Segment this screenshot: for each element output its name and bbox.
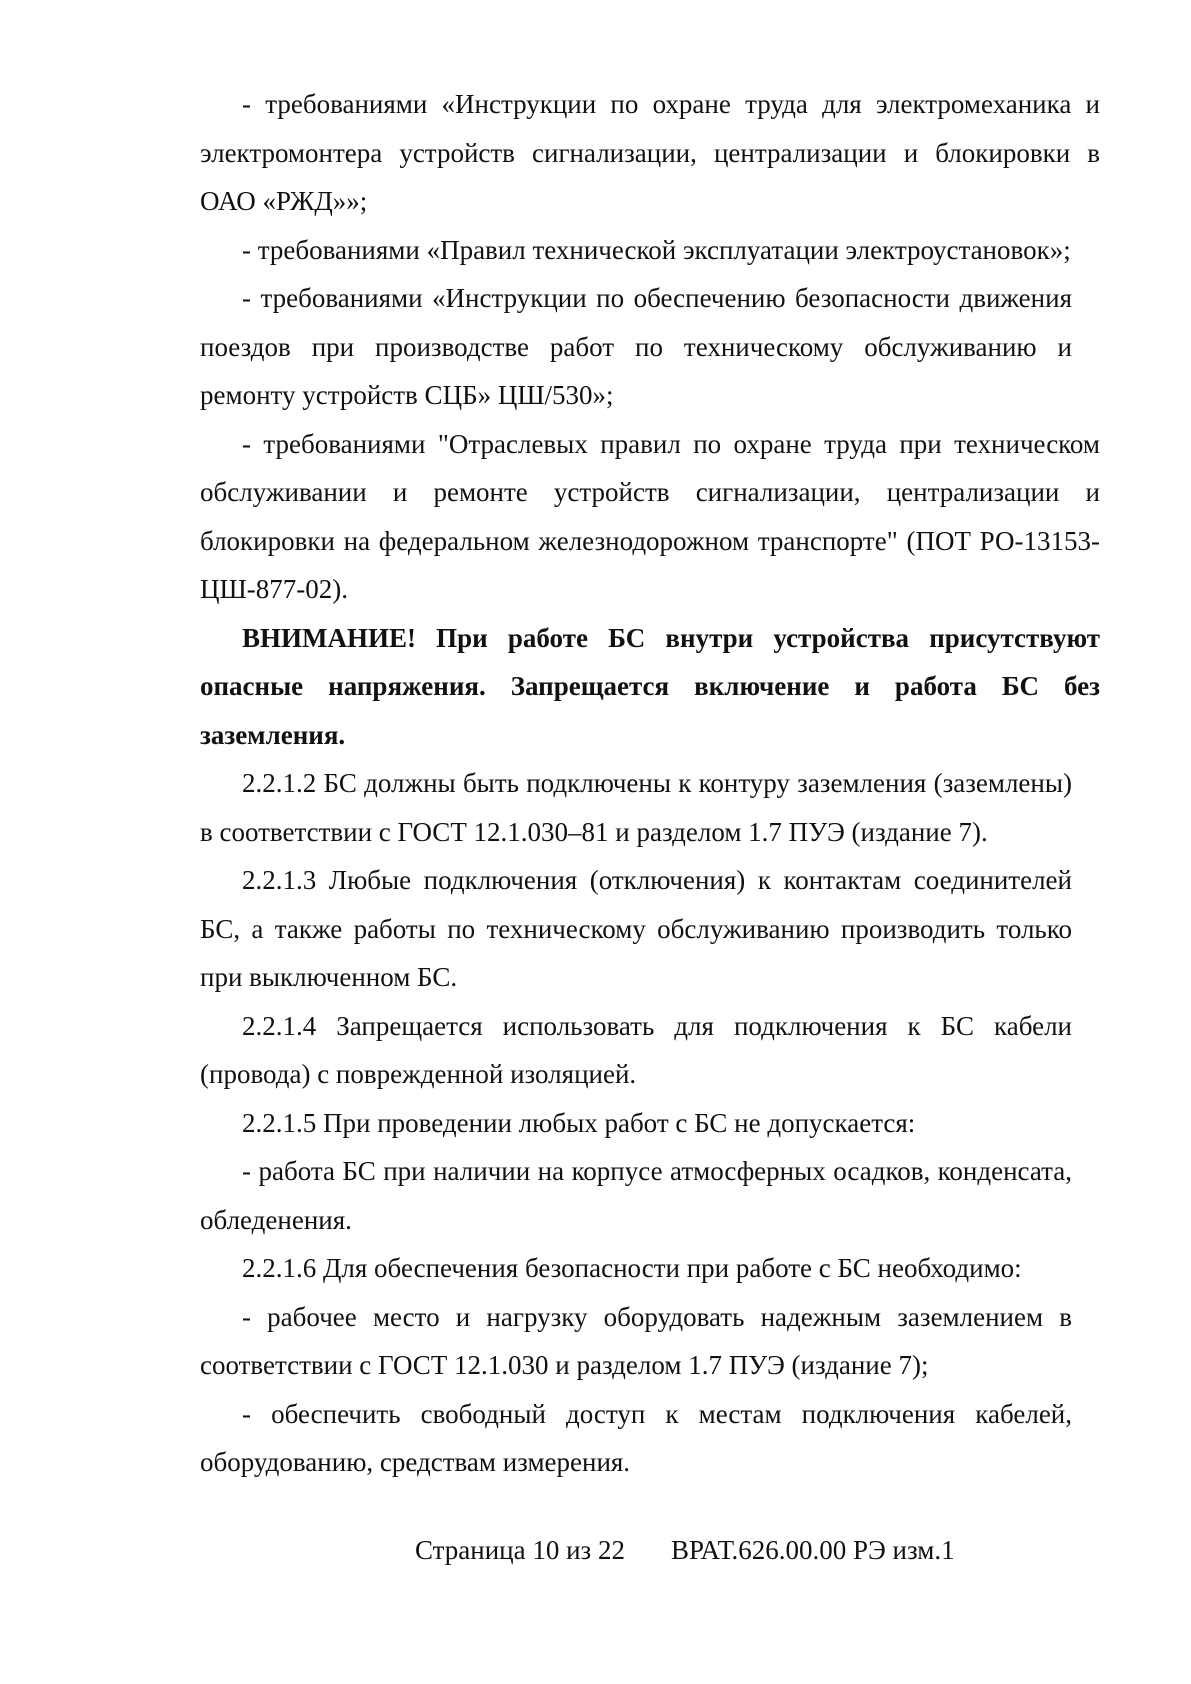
paragraph-2-2-1-2: 2.2.1.2 БС должны быть подключены к контуру заземления (заземлены) в соответствии с ГОСТ 12.1.030–81 и разделом 1.7 ПУЭ (издание 7). [200, 768, 1072, 847]
paragraph-train-safety-instruction: - требованиями «Инструкции по обеспечению безопасности движения поездов при производстве работ по техническому обслуживанию и ремонту устройств СЦБ» ЦШ/530»; [200, 283, 1072, 410]
paragraph-2-2-1-5: 2.2.1.5 При проведении любых работ с БС не допускается: [242, 1107, 916, 1138]
warning-paragraph: ВНИМАНИЕ! При работе БС внутри устройства присутствуют опасные напряжения. Запрещается включение и работа БС без заземления. [200, 622, 1100, 750]
paragraph-no-precipitation: - работа БС при наличии на корпусе атмосферных осадков, конденсата, обледенения. [200, 1156, 1072, 1235]
paragraph-2-2-1-3: 2.2.1.3 Любые подключения (отключения) к контактам соединителей БС, а также работы по техническому обслуживанию производить только при выключенном БС. [200, 865, 1072, 992]
paragraph-instruction-labor-safety: - требованиями «Инструкции по охране труда для электромеханика и электромонтера устройств сигнализации, централизации и блокировки в ОАО «РЖД»»; [200, 89, 1100, 216]
paragraph-electrical-rules: - требованиями «Правил технической эксплуатации электроустановок»; [242, 234, 1071, 265]
document-body [200, 80, 1100, 1487]
page-footer [415, 1535, 955, 1566]
page-number: Страница 10 из 22 [415, 1535, 625, 1565]
paragraph-2-2-1-4: 2.2.1.4 Запрещается использовать для подключения к БС кабели (провода) с поврежденной изоляцией. [200, 1010, 1072, 1089]
paragraph-2-2-1-6: 2.2.1.6 Для обеспечения безопасности при работе с БС необходимо: [242, 1253, 1022, 1283]
document-code: ВРАТ.626.00.00 РЭ изм.1 [670, 1535, 955, 1565]
paragraph-grounding-workplace: - рабочее место и нагрузку оборудовать надежным заземлением в соответствии с ГОСТ 12.1.030 и разделом 1.7 ПУЭ (издание 7); [200, 1301, 1072, 1380]
paragraph-industry-rules: - требованиями "Отраслевых правил по охране труда при техническом обслуживании и ремонте устройств сигнализации, централизации и блокировки на федеральном железнодорожном транспорте" (ПОТ РО-13153-ЦШ-877-02). [200, 428, 1100, 604]
paragraph-free-access: - обеспечить свободный доступ к местам подключения кабелей, оборудованию, средствам измерения. [200, 1398, 1072, 1477]
